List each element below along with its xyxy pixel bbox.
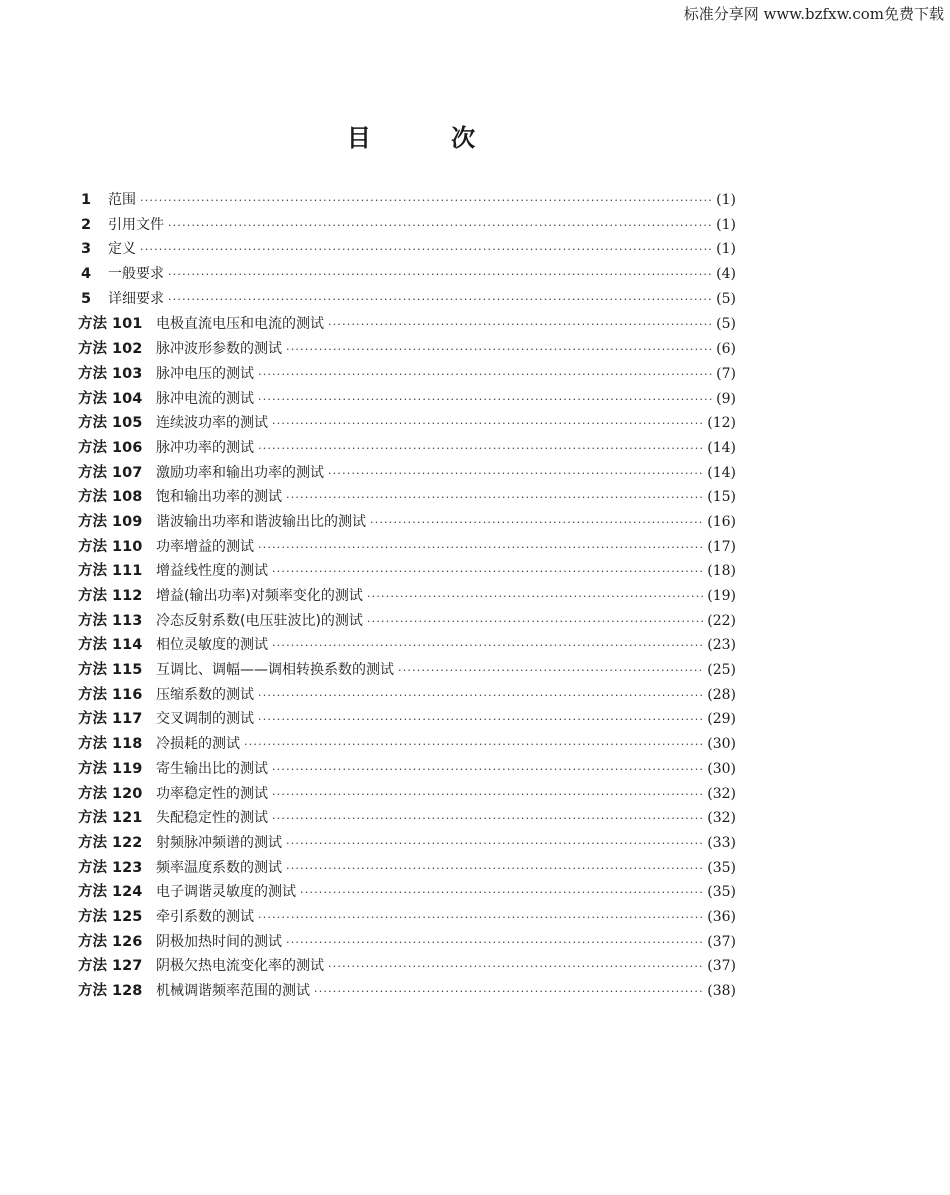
entry-title: 寄生输出比的测试 — [156, 760, 268, 777]
toc-entry-method[interactable] — [78, 510, 736, 535]
entry-title: 冷态反射系数(电压驻波比)的测试 — [156, 612, 363, 629]
entry-page: (37) — [707, 933, 736, 950]
entry-page: (18) — [707, 563, 736, 580]
entry-number: 方法 118 — [78, 736, 143, 753]
toc-entry-section[interactable] — [78, 288, 736, 313]
entry-number: 方法 116 — [78, 686, 143, 703]
leader-dots — [258, 393, 712, 406]
entry-page: (38) — [707, 983, 736, 999]
toc-entry-method[interactable] — [78, 411, 736, 436]
entry-page: (16) — [707, 513, 736, 530]
entry-title: 冷损耗的测试 — [156, 736, 240, 753]
entry-number: 方法 119 — [78, 760, 143, 777]
entry-number: 方法 109 — [78, 513, 143, 530]
leader-dots — [328, 318, 712, 331]
entry-number: 1 — [81, 192, 92, 208]
entry-title: 功率稳定性的测试 — [156, 785, 268, 802]
leader-dots — [286, 837, 703, 850]
entry-title: 牵引系数的测试 — [156, 908, 254, 925]
toc-entry-method[interactable] — [78, 757, 736, 782]
entry-number: 方法 110 — [78, 538, 143, 555]
entry-page: (30) — [707, 760, 736, 777]
entry-title: 谐波输出功率和谐波输出比的测试 — [156, 513, 366, 530]
entry-number: 方法 108 — [78, 489, 143, 506]
toc-entry-section[interactable] — [78, 189, 736, 214]
entry-number: 方法 106 — [78, 439, 143, 456]
leader-dots — [258, 368, 712, 381]
entry-number: 方法 126 — [78, 933, 143, 950]
entry-number: 方法 112 — [78, 588, 143, 604]
toc-entry-method[interactable] — [78, 831, 736, 856]
entry-title: 增益线性度的测试 — [156, 563, 268, 580]
toc-entry-method[interactable] — [78, 880, 736, 905]
entry-page: (25) — [707, 662, 736, 679]
table-of-contents — [78, 189, 736, 1004]
entry-title: 定义 — [108, 241, 136, 258]
entry-title: 电子调谐灵敏度的测试 — [156, 884, 296, 901]
entry-page: (5) — [716, 290, 736, 307]
entry-page: (32) — [707, 810, 736, 827]
entry-title: 脉冲电压的测试 — [156, 365, 254, 382]
entry-title: 激励功率和输出功率的测试 — [156, 464, 324, 481]
title-char-2: 次 — [451, 124, 476, 152]
entry-title: 机械调谐频率范围的测试 — [156, 983, 310, 999]
toc-entry-method[interactable] — [78, 806, 736, 831]
leader-dots — [286, 862, 703, 875]
leader-dots — [272, 565, 703, 578]
entry-number: 方法 125 — [78, 908, 143, 925]
entry-title: 脉冲波形参数的测试 — [156, 341, 282, 358]
entry-title: 相位灵敏度的测试 — [156, 637, 268, 654]
entry-number: 方法 121 — [78, 810, 143, 827]
entry-number: 方法 115 — [78, 662, 143, 679]
entry-page: (37) — [707, 958, 736, 975]
toc-entry-method[interactable] — [78, 856, 736, 881]
entry-title: 失配稳定性的测试 — [156, 810, 268, 827]
entry-title: 频率温度系数的测试 — [156, 859, 282, 876]
entry-number: 方法 127 — [78, 958, 143, 975]
entry-title: 阴极欠热电流变化率的测试 — [156, 958, 324, 975]
entry-title: 脉冲功率的测试 — [156, 439, 254, 456]
leader-dots — [168, 293, 712, 306]
entry-page: (12) — [707, 415, 736, 432]
leader-dots — [244, 738, 703, 751]
entry-page: (35) — [707, 859, 736, 876]
toc-entry-method[interactable] — [78, 362, 736, 387]
toc-entry-method[interactable] — [78, 461, 736, 486]
entry-page: (19) — [707, 588, 736, 604]
entry-page: (15) — [707, 489, 736, 506]
leader-dots — [272, 763, 703, 776]
entry-page: (17) — [707, 538, 736, 555]
entry-number: 方法 128 — [78, 983, 143, 999]
leader-dots — [314, 985, 703, 998]
toc-entry-method[interactable] — [78, 485, 736, 510]
entry-number: 方法 123 — [78, 859, 143, 876]
toc-entry-method[interactable] — [78, 782, 736, 807]
entry-number: 2 — [81, 216, 92, 233]
toc-entry-method[interactable] — [78, 658, 736, 683]
leader-dots — [398, 664, 703, 677]
entry-title: 引用文件 — [108, 216, 164, 233]
toc-entry-method[interactable] — [78, 905, 736, 930]
leader-dots — [140, 243, 712, 256]
entry-number: 方法 105 — [78, 415, 143, 432]
toc-entry-method[interactable] — [78, 584, 736, 609]
leader-dots — [140, 194, 712, 207]
entry-title: 脉冲电流的测试 — [156, 390, 254, 407]
leader-dots — [272, 417, 703, 430]
toc-entry-method[interactable] — [78, 633, 736, 658]
leader-dots — [168, 268, 712, 281]
entry-title: 阴极加热时间的测试 — [156, 933, 282, 950]
watermark-text: 标准分享网 www.bzfxw.com免费下载 — [683, 5, 944, 23]
leader-dots — [328, 467, 703, 480]
entry-page: (14) — [707, 439, 736, 456]
toc-entry-method[interactable] — [78, 707, 736, 732]
toc-entry-method[interactable] — [78, 387, 736, 412]
entry-title: 射频脉冲频谱的测试 — [156, 834, 282, 851]
entry-page: (6) — [716, 341, 736, 358]
entry-title: 功率增益的测试 — [156, 538, 254, 555]
leader-dots — [300, 886, 703, 899]
entry-title: 压缩系数的测试 — [156, 686, 254, 703]
toc-entry-method[interactable] — [78, 979, 736, 1004]
entry-title: 交叉调制的测试 — [156, 711, 254, 728]
leader-dots — [328, 960, 703, 973]
entry-number: 方法 111 — [78, 563, 143, 580]
toc-entry-section[interactable] — [78, 214, 736, 239]
entry-title: 详细要求 — [108, 290, 164, 307]
entry-page: (14) — [707, 464, 736, 481]
leader-dots — [258, 541, 703, 554]
entry-title: 电极直流电压和电流的测试 — [156, 316, 324, 333]
toc-entry-method[interactable] — [78, 337, 736, 362]
entry-number: 方法 103 — [78, 365, 143, 382]
leader-dots — [367, 590, 703, 603]
entry-page: (28) — [707, 686, 736, 703]
toc-entry-section[interactable] — [78, 238, 736, 263]
entry-page: (35) — [707, 884, 736, 901]
entry-page: (30) — [707, 736, 736, 753]
toc-entry-method[interactable] — [78, 683, 736, 708]
title-char-1: 目 — [346, 124, 371, 152]
entry-title: 范围 — [108, 192, 136, 208]
entry-page: (36) — [707, 908, 736, 925]
entry-number: 方法 113 — [78, 612, 143, 629]
toc-entry-method[interactable] — [78, 930, 736, 955]
entry-page: (32) — [707, 785, 736, 802]
entry-number: 方法 117 — [78, 711, 143, 728]
leader-dots — [258, 689, 703, 702]
toc-entry-method[interactable] — [78, 535, 736, 560]
toc-entry-method[interactable] — [78, 559, 736, 584]
entry-number: 方法 104 — [78, 390, 143, 407]
entry-page: (22) — [707, 612, 736, 629]
leader-dots — [272, 812, 703, 825]
entry-number: 方法 124 — [78, 884, 143, 901]
entry-title: 互调比、调幅——调相转换系数的测试 — [156, 662, 394, 679]
toc-entry-method[interactable] — [78, 732, 736, 757]
entry-number: 方法 107 — [78, 464, 143, 481]
toc-entry-section[interactable] — [78, 263, 736, 288]
page-title — [0, 118, 822, 153]
leader-dots — [286, 936, 703, 949]
entry-title: 一般要求 — [108, 266, 164, 283]
entry-page: (7) — [716, 365, 736, 382]
leader-dots — [168, 219, 712, 232]
entry-title: 连续波功率的测试 — [156, 415, 268, 432]
leader-dots — [258, 911, 703, 924]
leader-dots — [286, 343, 712, 356]
toc-entry-method[interactable] — [78, 312, 736, 337]
entry-number: 方法 101 — [78, 316, 143, 333]
toc-entry-method[interactable] — [78, 954, 736, 979]
entry-title: 增益(输出功率)对频率变化的测试 — [156, 588, 363, 604]
entry-page: (1) — [716, 216, 736, 233]
leader-dots — [272, 639, 703, 652]
entry-page: (29) — [707, 711, 736, 728]
entry-page: (23) — [707, 637, 736, 654]
entry-page: (9) — [716, 390, 736, 407]
entry-number: 3 — [81, 241, 92, 258]
leader-dots — [272, 788, 703, 801]
entry-page: (1) — [716, 241, 736, 258]
entry-page: (4) — [716, 266, 736, 283]
leader-dots — [367, 615, 703, 628]
entry-number: 4 — [81, 266, 92, 283]
leader-dots — [286, 491, 703, 504]
leader-dots — [258, 442, 703, 455]
toc-entry-method[interactable] — [78, 609, 736, 634]
entry-page: (5) — [716, 316, 736, 333]
entry-number: 方法 102 — [78, 341, 143, 358]
leader-dots — [370, 516, 703, 529]
toc-entry-method[interactable] — [78, 436, 736, 461]
entry-number: 方法 114 — [78, 637, 143, 654]
entry-number: 方法 122 — [78, 834, 143, 851]
entry-page: (33) — [707, 834, 736, 851]
entry-number: 5 — [81, 290, 92, 307]
leader-dots — [258, 713, 703, 726]
entry-title: 饱和输出功率的测试 — [156, 489, 282, 506]
entry-page: (1) — [716, 192, 736, 208]
entry-number: 方法 120 — [78, 785, 143, 802]
